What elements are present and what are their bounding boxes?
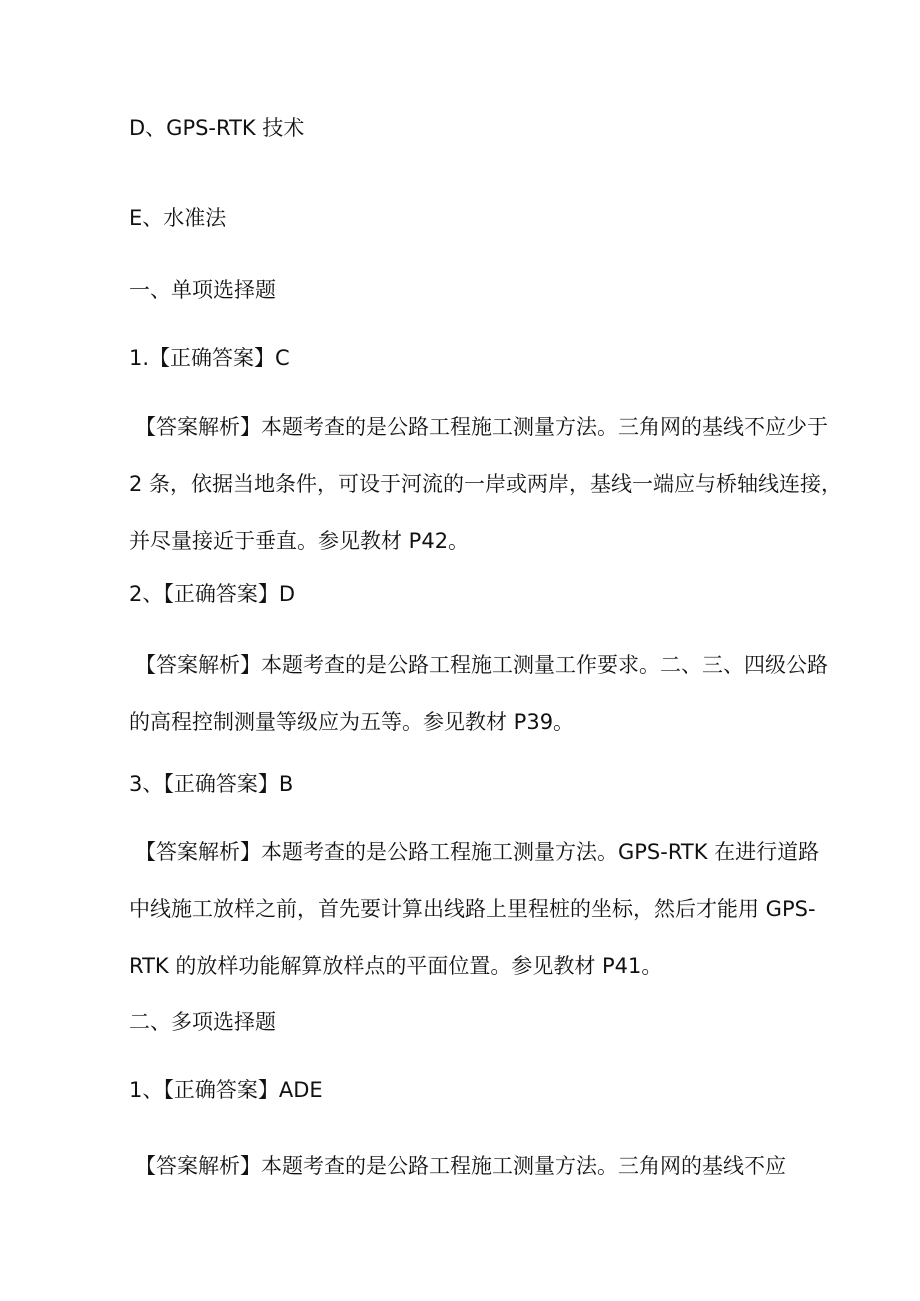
- q1-explanation-line: 【答案解析】本题考查的是公路工程施工测量方法。三角网的基线不应少于: [135, 415, 828, 439]
- mq1-answer: 1、【正确答案】ADE: [129, 1078, 323, 1102]
- q2-explanation-line: 的高程控制测量等级应为五等。参见教材 P39。: [129, 710, 575, 734]
- option-d: D、GPS-RTK 技术: [129, 116, 305, 140]
- q1-explanation: [129, 412, 843, 556]
- q2-answer: 2、【正确答案】D: [129, 582, 296, 606]
- q3-explanation: [129, 837, 820, 981]
- q3-explanation-line: RTK 的放样功能解算放样点的平面位置。参见教材 P41。: [129, 954, 663, 978]
- mq1-explanation-line: 【答案解析】本题考查的是公路工程施工测量方法。三角网的基线不应: [135, 1154, 786, 1178]
- section1-heading: 一、单项选择题: [129, 278, 276, 302]
- q1-explanation-line: 2 条，依据当地条件，可设于河流的一岸或两岸，基线一端应与桥轴线连接，: [129, 472, 843, 496]
- option-e: E、水准法: [129, 206, 227, 230]
- mq1-explanation: [129, 1151, 809, 1181]
- q3-explanation-line: 中线施工放样之前，首先要计算出线路上里程桩的坐标，然后才能用 GPS-: [129, 897, 816, 921]
- q1-answer: 1.【正确答案】C: [129, 346, 290, 370]
- q3-answer: 3、【正确答案】B: [129, 772, 294, 796]
- q1-explanation-line: 并尽量接近于垂直。参见教材 P42。: [129, 529, 470, 553]
- q2-explanation: [129, 650, 828, 737]
- q2-explanation-line: 【答案解析】本题考查的是公路工程施工测量工作要求。二、三、四级公路: [135, 653, 828, 677]
- section2-heading: 二、多项选择题: [129, 1010, 276, 1034]
- q3-explanation-line: 【答案解析】本题考查的是公路工程施工测量方法。GPS-RTK 在进行道路: [135, 840, 820, 864]
